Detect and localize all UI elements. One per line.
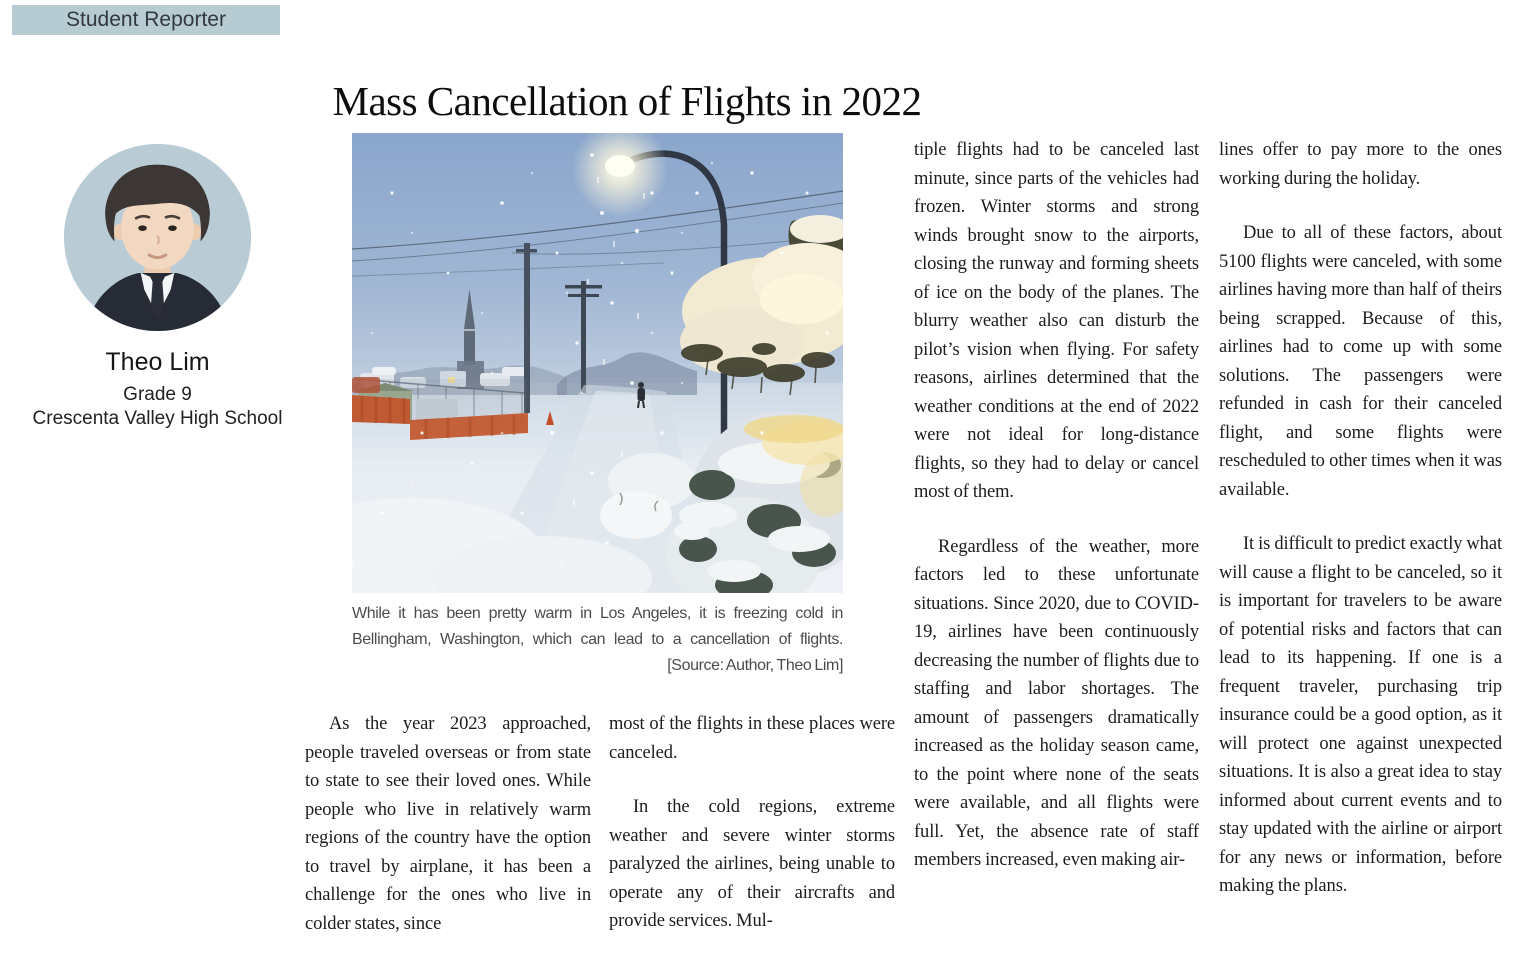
paragraph: In the cold regions, extreme weather and severe winter storms paralyzed the airlines, being unable to operate any of their aircrafts and provide services. Mul-: [609, 797, 895, 931]
paragraph: lines offer to pay more to the ones working during the holiday.: [1219, 140, 1502, 189]
paragraph: It is difficult to predict exactly what will cause a flight to be canceled, so it is important for travelers to be aware of potential risks and factors that can lead to its happening. If one is a frequent traveler, purchasing trip insurance could be a good option, as it will protect one against unexpected situations. It is also a great idea to stay informed about current events and to stay updated with the airline or airport for any news or information, before making the plans.: [1219, 534, 1502, 896]
article-column-3: [914, 136, 1199, 950]
section-banner-label: Student Reporter: [66, 8, 226, 31]
photo-caption-block: [352, 601, 843, 679]
author-photo: [64, 144, 251, 331]
article-column-1: [305, 710, 591, 952]
paragraph: tiple flights had to be canceled last minute, since parts of the vehicles had frozen. Winter storms and strong winds brought snow to the airports, closing the runway and forming sheets of ice on the body of the planes. The blurry weather also can disturb the pilot’s vision when flying. For safety reasons, airlines determined that the weather conditions at the end of 2022 were not ideal for long-distance flights, so they had to delay or cancel most of them.: [914, 140, 1199, 502]
author-name: Theo Lim: [105, 348, 210, 376]
section-banner: [12, 5, 280, 35]
article-photo: [352, 133, 843, 593]
photo-caption: While it has been pretty warm in Los Angeles, it is freezing cold in Bellingham, Washington, which can lead to a cancellation of flights.: [352, 605, 843, 648]
paragraph: As the year 2023 approached, people traveled overseas or from state to state to see their loved ones. While people who live in relatively warm regions of the country have the option to travel by airplane, it has been a challenge for the ones who live in colder states, since: [305, 714, 591, 934]
snow-street-scene: [352, 133, 843, 593]
paragraph: Due to all of these factors, about 5100 flights were canceled, with some airlines having more than half of theirs being scrapped. Because of this, airlines had to come up with some solutions. The passengers were refunded in cash for their canceled flight, and some flights were rescheduled to other times when it was available.: [1219, 223, 1502, 500]
article-column-2: [609, 710, 895, 952]
article-column-4: [1219, 136, 1502, 950]
article-title: Mass Cancellation of Flights in 2022: [332, 78, 922, 125]
paragraph: Regardless of the weather, more factors led to these unfortunate situations. Since 2020, due to COVID-19, airlines have been continuously decreasing the number of flights due to staffing and labor shortages. The amount of passengers dramatically increased as the holiday season came, to the point where none of the seats were available, and all flights were full. Yet, the absence rate of staff members increased, even making air-: [914, 536, 1199, 870]
author-portrait-illustration: [64, 144, 251, 331]
author-grade: Grade 9: [123, 384, 192, 405]
author-school: Crescenta Valley High School: [32, 408, 283, 429]
paragraph: most of the flights in these places were canceled.: [609, 714, 895, 763]
photo-source: [Source: Author, Theo Lim]: [667, 657, 843, 674]
